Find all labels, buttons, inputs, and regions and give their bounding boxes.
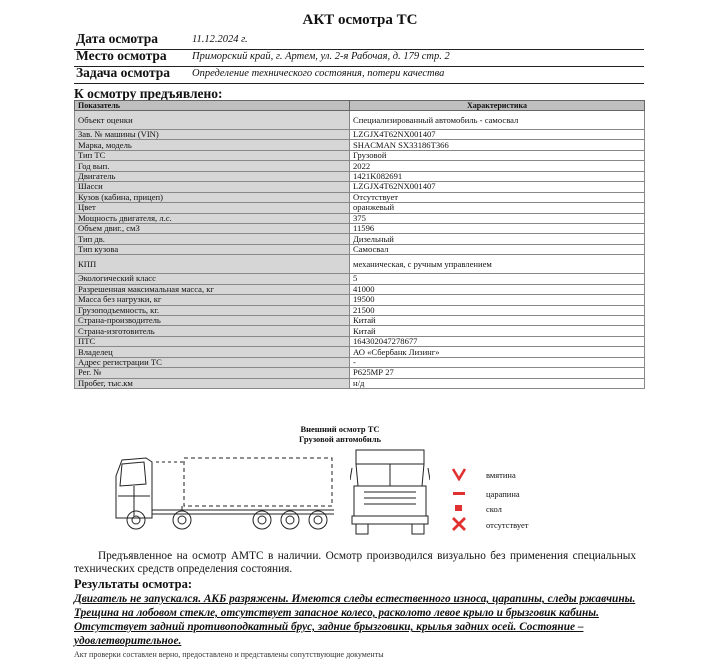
- parameter-value: SHACMAN SX33186T366: [350, 140, 645, 150]
- table-row: [75, 284, 645, 294]
- table-row: [75, 182, 645, 192]
- table-row: [75, 378, 645, 388]
- parameter-value: 19500: [350, 295, 645, 305]
- table-row: [75, 274, 645, 284]
- parameter-name: Пробег, тыс.км: [75, 378, 350, 388]
- legend-label: царапина: [486, 489, 520, 499]
- parameter-name: Цвет: [75, 203, 350, 213]
- parameter-value: Дизельный: [350, 234, 645, 244]
- table-row: [75, 223, 645, 233]
- parameter-name: КПП: [75, 255, 350, 274]
- parameter-value: -: [350, 357, 645, 367]
- parameter-value: оранжевый: [350, 203, 645, 213]
- table-row: [75, 368, 645, 378]
- parameter-value: Самосвал: [350, 244, 645, 254]
- parameter-value: 5: [350, 274, 645, 284]
- parameter-name: ПТС: [75, 336, 350, 346]
- truck-front-view-diagram: [350, 446, 430, 536]
- legend-label: вмятина: [486, 470, 516, 480]
- parameter-name: Экологический класс: [75, 274, 350, 284]
- v-mark-icon: [450, 467, 468, 481]
- parameter-value: Специализированный автомобиль - самосвал: [350, 111, 645, 130]
- parameter-name: Тип кузова: [75, 244, 350, 254]
- parameter-value: 2022: [350, 161, 645, 171]
- table-row: [75, 295, 645, 305]
- parameter-value: Китай: [350, 326, 645, 336]
- table-header-row: [75, 101, 645, 111]
- parameter-value: LZGJX4T62NX001407: [350, 130, 645, 140]
- parameter-value: Р625МР 27: [350, 368, 645, 378]
- meta-value: 11.12.2024 г.: [192, 34, 248, 45]
- meta-value: Определение технического состояния, потери качества: [192, 68, 445, 79]
- parameter-value: 375: [350, 213, 645, 223]
- parameter-name: Кузов (кабина, прицеп): [75, 192, 350, 202]
- table-row: [75, 326, 645, 336]
- table-row: [75, 130, 645, 140]
- parameter-value: Китай: [350, 316, 645, 326]
- parameter-name: Масса без нагрузки, кг: [75, 295, 350, 305]
- parameter-value: Отсутствует: [350, 192, 645, 202]
- parameter-value: АО «Сбербанк Лизинг»: [350, 347, 645, 357]
- parameter-name: Адрес регистрации ТС: [75, 357, 350, 367]
- meta-label: Дата осмотра: [76, 31, 158, 46]
- results-text: Двигатель не запускался. АКБ разряжены. Имеются следы естественного износа, царапины, следы ржавчины. Трещина на лобовом стекле, отсутствует запасное колесо, расколото левое крыло и брызговик кабины. Отсутствует задний противоподкатный брус, задние брызговики, крылья задних осей. Состояние – удовлетворительное.: [74, 593, 636, 647]
- meta-label: Задача осмотра: [76, 65, 171, 80]
- table-row: [75, 347, 645, 357]
- table-row: [75, 150, 645, 160]
- meta-label: Место осмотра: [76, 48, 167, 63]
- parameter-value: 164302047278677: [350, 336, 645, 346]
- meta-row-task: [74, 66, 644, 84]
- parameter-name: Рег. №: [75, 368, 350, 378]
- table-row: [75, 171, 645, 181]
- parameter-name: Тип дв.: [75, 234, 350, 244]
- document-title: АКТ осмотра ТС: [302, 12, 418, 28]
- table-row: [75, 357, 645, 367]
- section-heading: К осмотру предъявлено:: [74, 86, 223, 101]
- parameter-value: 41000: [350, 284, 645, 294]
- square-mark-icon: [450, 501, 468, 515]
- truck-side-view-diagram: [112, 448, 337, 533]
- parameter-name: Объект оценки: [75, 111, 350, 130]
- results-heading: Результаты осмотра:: [74, 577, 192, 591]
- table-row: [75, 161, 645, 171]
- parameters-table: [74, 100, 645, 389]
- footer-cut-line: Акт проверки составлен верно, предоставлено и представлены сопутствующие документы: [74, 650, 384, 659]
- parameter-value: механическая, с ручным управлением: [350, 255, 645, 274]
- parameter-value: н/д: [350, 378, 645, 388]
- parameter-name: Зав. № машины (VIN): [75, 130, 350, 140]
- table-row: [75, 203, 645, 213]
- table-row: [75, 316, 645, 326]
- parameter-name: Шасси: [75, 182, 350, 192]
- table-row: [75, 234, 645, 244]
- table-body: [75, 111, 645, 389]
- parameter-name: Страна-изготовитель: [75, 326, 350, 336]
- table-row: [75, 140, 645, 150]
- table-row: [75, 305, 645, 315]
- meta-value: Приморский край, г. Артем, ул. 2-я Рабочая, д. 179 стр. 2: [192, 51, 450, 62]
- parameter-value: 1421K082691: [350, 171, 645, 181]
- parameter-value: Грузовой: [350, 150, 645, 160]
- parameter-name: Разрешенная максимальная масса, кг: [75, 284, 350, 294]
- parameter-name: Владелец: [75, 347, 350, 357]
- parameter-name: Двигатель: [75, 171, 350, 181]
- parameter-name: Мощность двигателя, л.с.: [75, 213, 350, 223]
- exterior-title-line: Внешний осмотр ТС: [300, 424, 380, 434]
- parameter-name: Тип ТС: [75, 150, 350, 160]
- x-mark-icon: [450, 517, 468, 531]
- table-row: [75, 192, 645, 202]
- table-row: [75, 213, 645, 223]
- table-row: [75, 255, 645, 274]
- table-row: [75, 111, 645, 130]
- exterior-inspection-title: [250, 424, 430, 444]
- parameter-value: LZGJX4T62NX001407: [350, 182, 645, 192]
- column-header: Характеристика: [350, 101, 645, 111]
- table-row: [75, 336, 645, 346]
- parameter-name: Год вып.: [75, 161, 350, 171]
- inspection-paragraph: Предъявленное на осмотр АМТС в наличии. Осмотр производился визуально без применения специальных технических средств определения состояния.: [74, 550, 636, 575]
- legend-label: скол: [486, 504, 502, 514]
- exterior-title-line: Грузовой автомобиль: [298, 434, 382, 444]
- column-header: Показатель: [75, 101, 350, 111]
- parameter-name: Объем двиг., смЗ: [75, 223, 350, 233]
- parameter-name: Страна-производитель: [75, 316, 350, 326]
- dash-mark-icon: [450, 486, 468, 500]
- legend-label: отсутствует: [486, 520, 529, 530]
- table-row: [75, 244, 645, 254]
- parameter-value: 11596: [350, 223, 645, 233]
- parameter-name: Марка, модель: [75, 140, 350, 150]
- parameter-name: Грузоподъемность, кг.: [75, 305, 350, 315]
- parameter-value: 21500: [350, 305, 645, 315]
